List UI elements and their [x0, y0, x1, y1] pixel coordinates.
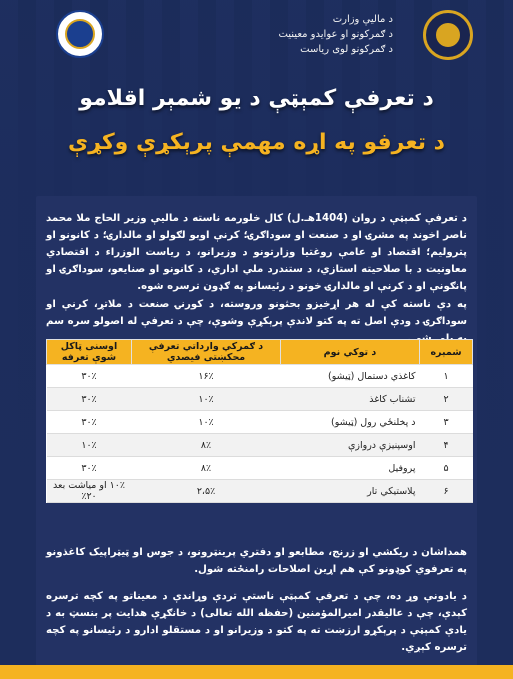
cell-number: ۳: [420, 411, 473, 434]
paragraph-decisions: په دې ناسته کې له هر اړخیزو بحثونو وروسته، د کورنۍ صنعت د ملاتړ، کرنې او سوداګرۍ د ودې اصل ته په کتو لاندې پرېکړې وشوې، چې د تعرفې له اصولو سره سم: [46, 299, 467, 327]
cell-reduction: ۸٪: [132, 434, 281, 457]
table-row: [47, 434, 473, 457]
header: [0, 0, 513, 80]
table-row: [47, 411, 473, 434]
cell-item: پلاستیکي تار: [281, 480, 420, 503]
column-header-number: شمېره: [420, 340, 473, 365]
table-header-row: [47, 340, 473, 365]
paragraph-amendments: همداشان د ریکشي او زرنج، مطابعو او دفتري پرینټرونو، د جوس او ټیټراپیک کاغذونو په تعرفوي کوډونو کې هم اړین اصلاحات رامنځته شول.: [46, 547, 467, 575]
column-header-current: اوسنی ټاکل شوې تعرفه: [47, 340, 132, 365]
cell-number: ۱: [420, 365, 473, 388]
ministry-line: د مالیې وزارت: [332, 14, 393, 25]
cell-reduction: ۱۰٪: [132, 411, 281, 434]
cell-current: ۱۰٪: [47, 434, 132, 457]
cell-number: ۲: [420, 388, 473, 411]
cell-reduction: ۱۰٪: [132, 388, 281, 411]
cell-item: پروفیل: [281, 457, 420, 480]
table-row: [47, 365, 473, 388]
emblem-logo-icon: [423, 10, 473, 60]
cell-current: ۳۰٪: [47, 457, 132, 480]
ministry-line: د ګمرکونو او عوایدو معینیت: [278, 29, 393, 40]
cell-item: د پخلنځي رول (ټیشو): [281, 411, 420, 434]
cell-current: ۳۰٪: [47, 411, 132, 434]
cell-item: تشناب کاغذ: [281, 388, 420, 411]
sub-title: د تعرفو په اړه مهمې پرېکړې وکړې: [68, 130, 445, 155]
cell-item: کاغذي دستمال (ټیشو): [281, 365, 420, 388]
ministry-line: د ګمرکونو لوی ریاست: [300, 44, 393, 55]
cell-current: ۱۰٪ او میاشت بعد ۲۰٪: [47, 480, 132, 503]
tariff-table: [46, 339, 473, 503]
cell-reduction: ۲،۵٪: [132, 480, 281, 503]
paragraph-note: د یادونې وړ ده، چې د تعرفې کمېټې ناستې تردې وړاندې د معیناتو په کچه ترسره کېدې، چې د عالیقدر امیرالمؤمنین (حفظه الله تعالی) د خانګړې هدایت پر بنسټ به د یادې کمېټې د پرېکړو ارزښت ته په کتو د وزیرانو او د مستقلو ادارو د رئیسانو په کچه ترسره کېږي.: [46, 591, 467, 653]
table-row: [47, 457, 473, 480]
ministry-lines: [278, 12, 393, 57]
paragraph-intro: د تعرفې کمېټې د روان (1404هـ.ل) کال خلورمه ناسته د مالیې وزیر الحاج ملا محمد ناصر اخوند په مشرۍ او د صنعت او سوداګرۍ؛ کرنې اوبو لګولو او مالدارۍ؛ د کانونو او پترولیم؛ اقتصاد او عامې روغتیا وزارتونو د وزیرانو، د ریاست الوزراء د اقتصادي معاونیت د با صلاحیته استازي، د ستندرد ملي اداري، د کانونو او صنایعو، سوداګرۍ او پانګونې او د کرنې او مالدارۍ خونو د رئیسانو په ګډون ترسره شوه.: [46, 213, 468, 292]
cell-current: ۳۰٪: [47, 388, 132, 411]
table-row: [47, 480, 473, 503]
column-header-reduction: د ګمرکي وارداتي تعرفې محکښتی فیصدي: [132, 340, 281, 365]
cell-number: ۴: [420, 434, 473, 457]
cell-number: ۶: [420, 480, 473, 503]
cell-current: ۳۰٪: [47, 365, 132, 388]
customs-logo-icon: [56, 10, 104, 58]
table-row: [47, 388, 473, 411]
cell-reduction: ۱۶٪: [132, 365, 281, 388]
cell-number: ۵: [420, 457, 473, 480]
main-title: د تعرفې کمېټې د یو شمېر اقلامو: [79, 86, 434, 111]
column-header-item: د توکي نوم: [281, 340, 420, 365]
cell-reduction: ۸٪: [132, 457, 281, 480]
bottom-accent-bar: [0, 665, 513, 679]
cell-item: اوسپنیزې دروازې: [281, 434, 420, 457]
